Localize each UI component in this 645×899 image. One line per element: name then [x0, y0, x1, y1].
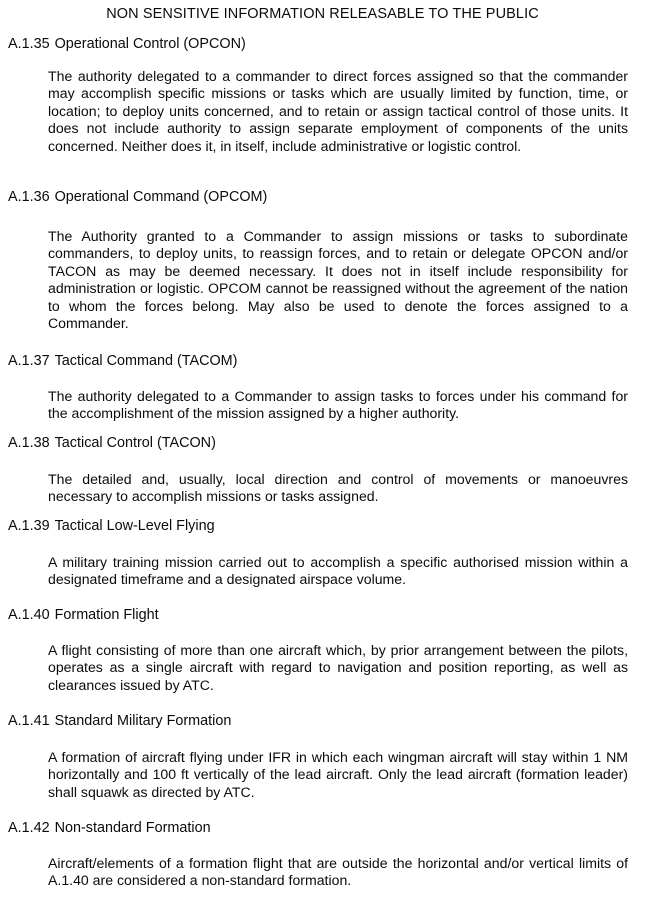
- term-heading: [8, 352, 638, 370]
- term-definition: A formation of aircraft flying under IFR in which each wingman aircraft will stay within 1 NM horizontally and 100 ft vertically of the lead aircraft. Only the lead aircraft (formation leader) shall squawk as directed by ATC.: [48, 749, 628, 800]
- term-name: Non-standard Formation: [54, 820, 211, 836]
- term-definition: The Authority granted to a Commander to assign missions or tasks to subordinate commanders, to deploy units, to reassign forces, and to retain or delegate OPCON and/or TACON as may be deemed necessary. It does not in itself include responsibility for administration or logistic. OPCOM cannot be reassigned without the agreement of the nation to whom the forces belong. May also be used to denote the forces assigned to a Commander.: [48, 228, 628, 332]
- term-name: Tactical Low-Level Flying: [54, 518, 215, 534]
- term-heading-block: [8, 819, 638, 837]
- term-heading: [8, 434, 638, 452]
- term-number: A.1.35: [8, 36, 50, 52]
- term-heading: [8, 517, 638, 535]
- term-number: A.1.42: [8, 820, 50, 836]
- term-heading: [8, 188, 638, 206]
- term-number: A.1.41: [8, 713, 50, 729]
- term-number: A.1.37: [8, 353, 50, 369]
- term-heading-block: [8, 352, 638, 370]
- term-name: Formation Flight: [54, 607, 159, 623]
- page-header: NON SENSITIVE INFORMATION RELEASABLE TO THE PUBLIC: [106, 6, 539, 22]
- term-heading: [8, 35, 638, 53]
- term-heading-block: [8, 606, 638, 624]
- term-name: Tactical Control (TACON): [54, 435, 216, 451]
- term-definition: The authority delegated to a commander to direct forces assigned so that the commander may accomplish specific missions or tasks which are usually limited by function, time, or location; to deploy units concerned, and to retain or assign tactical control of those units. It does not include authority to assign separate employment of components of the units concerned. Neither does it, in itself, include administrative or logistic control.: [48, 68, 628, 154]
- term-definition: The detailed and, usually, local direction and control of movements or manoeuvres necessary to accomplish missions or tasks assigned.: [48, 471, 628, 505]
- term-heading-block: [8, 517, 638, 535]
- term-heading: [8, 819, 638, 837]
- term-heading-block: [8, 188, 638, 206]
- term-name: Tactical Command (TACOM): [54, 353, 238, 369]
- term-heading-block: [8, 434, 638, 452]
- term-number: A.1.40: [8, 607, 50, 623]
- term-name: Standard Military Formation: [54, 713, 232, 729]
- term-heading-block: [8, 712, 638, 730]
- term-definition: A military training mission carried out to accomplish a specific authorised mission within a designated timeframe and a designated airspace volume.: [48, 554, 628, 588]
- term-heading-block: [8, 35, 638, 53]
- term-number: A.1.39: [8, 518, 50, 534]
- term-heading: [8, 606, 638, 624]
- term-definition: Aircraft/elements of a formation flight that are outside the horizontal and/or vertical limits of A.1.40 are considered a non-standard formation.: [48, 855, 628, 889]
- term-number: A.1.36: [8, 189, 50, 205]
- term-number: A.1.38: [8, 435, 50, 451]
- term-heading: [8, 712, 638, 730]
- term-definition: A flight consisting of more than one aircraft which, by prior arrangement between the pilots, operates as a single aircraft with regard to navigation and position reporting, as well as clearances issued by ATC.: [48, 642, 628, 693]
- term-name: Operational Control (OPCON): [54, 36, 246, 52]
- term-definition: The authority delegated to a Commander to assign tasks to forces under his command for the accomplishment of the mission assigned by a higher authority.: [48, 388, 628, 422]
- term-name: Operational Command (OPCOM): [54, 189, 268, 205]
